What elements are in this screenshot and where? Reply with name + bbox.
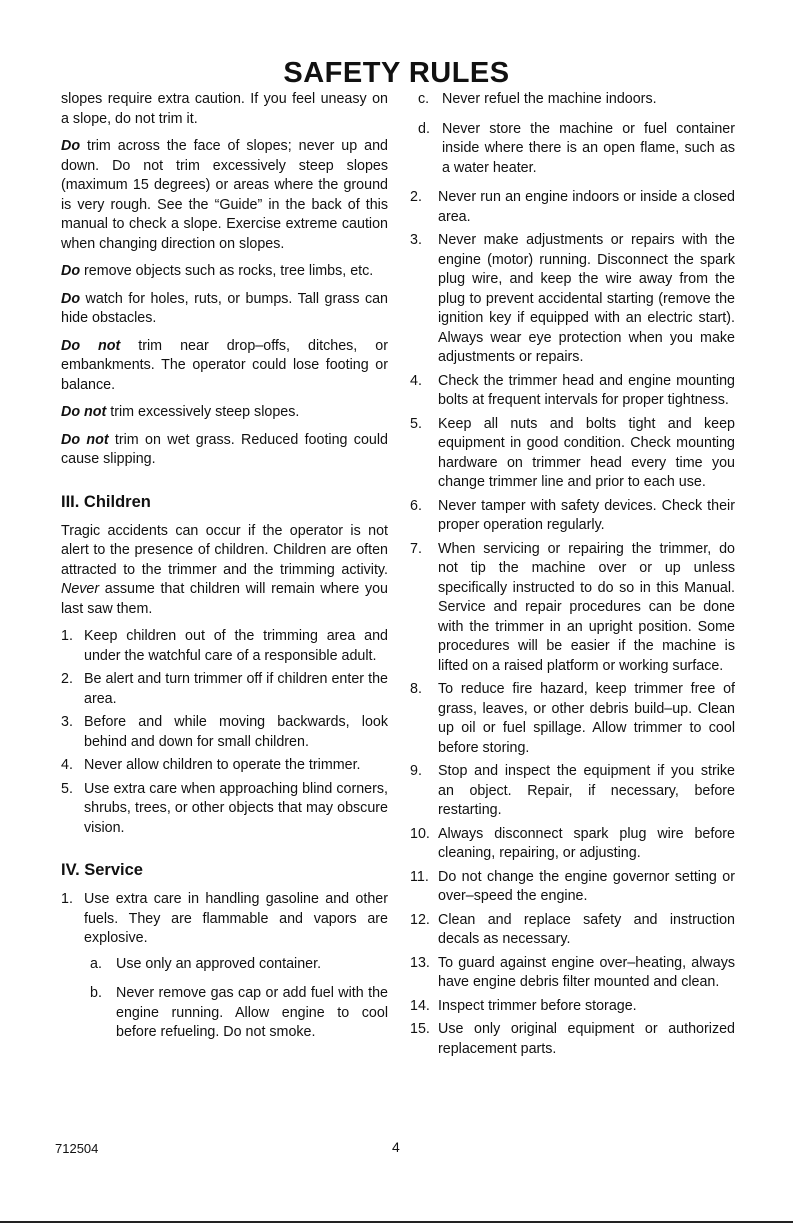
list-item [410,415,735,493]
list-item [61,780,388,839]
sub-item-letter: b. [90,985,102,1001]
right-column [410,90,735,1063]
rule-text: trim near drop–offs, ditches, or embankments. The operator could lose footing or balance. [61,337,388,393]
item-number: 10. [410,825,430,842]
item-text: Clean and replace safety and instruction decals as necessary. [438,911,735,947]
item-text: Never make adjustments or repairs with the engine (motor) running. Disconnect the spark plug wire, and keep the wire away from the plug to prevent accidental starting (remove the ignition key if equipped with an electric start). Always wear eye protection when you make adjustments or repairs. [438,232,735,365]
item-text: Always disconnect spark plug wire before cleaning, repairing, or adjusting. [438,825,735,861]
item-text: Never allow children to operate the trimmer. [84,757,361,773]
item-text: Stop and inspect the equipment if you strike an object. Repair, if necessary, before restarting. [438,763,735,818]
item-text: Use only original equipment or authorized replacement parts. [438,1021,735,1057]
rule-text: watch for holes, ruts, or bumps. Tall grass can hide obstacles. [61,290,388,326]
item-number: 5. [410,415,422,432]
page-title: SAFETY RULES [283,57,510,89]
item-number: 8. [410,681,422,697]
item-text: Keep children out of the trimming area and under the watchful care of a responsible adult. [84,628,388,664]
rule-keyword: Do [61,263,81,279]
sub-item [410,120,735,179]
rule-text: remove objects such as rocks, tree limbs, etc. [80,263,374,279]
sub-item-text: Never refuel the machine indoors. [442,91,657,107]
item-number: 4. [61,757,73,773]
list-item [410,497,735,536]
left-column [61,90,388,1053]
rule-keyword: Do not [61,431,109,448]
bottom-rule [0,1221,793,1223]
item-number: 4. [410,372,422,389]
sub-item-letter: d. [418,120,430,137]
item-text: Check the trimmer head and engine mounting bolts at frequent intervals for proper tightness. [438,372,735,408]
item-number: 5. [61,780,73,797]
list-item [410,911,735,950]
rule-trim-across-slopes [61,137,388,254]
item-number: 9. [410,763,422,779]
item-number: 14. [410,997,430,1014]
list-item [410,868,735,907]
children-list [61,627,388,838]
children-intro [61,522,388,620]
rule-text: trim across the face of slopes; never up and down. Do not trim excessively steep slopes (maximum 15 degrees) or areas where the ground is very rough. See the “Guide” in the back of this manual to check a slope. Exercise extreme caution when changing direction on slopes. [61,138,388,252]
rule-keyword: Do [61,138,81,154]
list-item [410,997,735,1017]
item-text: Keep all nuts and bolts tight and keep equipment in good condition. Check mounting hardware on trimmer head every time you change trimmer line and prior to each use. [438,415,735,490]
list-item [61,627,388,666]
sub-item [61,955,388,975]
rule-keyword: Do [61,290,81,307]
service-heading: IV. Service [61,861,143,879]
item-text: To guard against engine over–heating, always have engine debris filter mounted and clean. [438,954,735,990]
sub-item [410,90,735,110]
list-item [61,670,388,709]
list-item [61,756,388,776]
item-text: Inspect trimmer before storage. [438,997,637,1014]
intro-text: assume that children will remain where you last saw them. [61,581,388,617]
item-number: 3. [410,232,422,248]
list-item [410,540,735,677]
item-number: 13. [410,954,430,971]
item-number: 12. [410,911,430,928]
list-item [410,825,735,864]
item-number: 6. [410,497,422,514]
rule-keyword: Do not [61,404,107,420]
list-item [410,1020,735,1059]
item-text: Never tamper with safety devices. Check their proper operation regularly. [438,497,735,533]
list-item [410,231,735,368]
item-number: 1. [61,628,73,644]
item-number: 2. [61,671,73,687]
intro-text: Tragic accidents can occur if the operator is not alert to the presence of children. Children are often attracted to the trimmer and the trimming activity. [61,522,388,578]
item-text: Be alert and turn trimmer off if children enter the area. [84,671,388,707]
item-number: 15. [410,1021,430,1037]
service-list-continued [410,188,735,1059]
sub-item-text: Use only an approved container. [116,955,322,972]
list-item [61,890,388,949]
item-text: Before and while moving backwards, look behind and down for small children. [84,714,388,750]
rule-text: trim excessively steep slopes. [106,404,300,420]
rule-drop-offs [61,337,388,396]
list-item [61,713,388,752]
item-text: Use extra care in handling gasoline and other fuels. They are flammable and vapors are explosive. [84,891,388,946]
list-item [410,680,735,758]
item-number: 2. [410,189,422,205]
item-number: 1. [61,891,73,907]
item-text: Never run an engine indoors or inside a closed area. [438,189,735,225]
sub-item-text: Never remove gas cap or add fuel with the engine running. Allow engine to cool before refueling. Do not smoke. [116,985,388,1040]
item-number: 7. [410,540,422,557]
sub-item-letter: c. [418,91,430,107]
item-text: Use extra care when approaching blind corners, shrubs, trees, or other objects that may obscure vision. [84,780,388,836]
list-item [410,762,735,821]
rule-steep-slopes [61,403,388,423]
item-number: 11. [410,868,429,885]
service-list [61,890,388,949]
rule-text: trim on wet grass. Reduced footing could cause slipping. [61,431,388,467]
rule-keyword: Do not [61,337,121,354]
list-item [410,372,735,411]
document-code: 712504 [55,1141,99,1156]
slopes-paragraph: slopes require extra caution. If you feel uneasy on a slope, do not trim it. [61,91,388,127]
rule-watch-holes [61,290,388,329]
intro-emphasis: Never [61,581,100,597]
rule-remove-objects [61,262,388,282]
children-heading: III. Children [61,492,151,511]
page-number: 4 [392,1139,400,1155]
item-text: Do not change the engine governor setting or over–speed the engine. [438,868,735,904]
sub-item-letter: a. [90,955,102,972]
item-text: To reduce fire hazard, keep trimmer free of grass, leaves, or other debris build–up. Clean up oil or fuel spillage. Allow trimmer to cool before storing. [438,681,735,756]
sub-item-text: Never store the machine or fuel container inside where there is an open flame, such as a water heater. [442,120,735,176]
rule-wet-grass [61,431,388,470]
list-item [410,954,735,993]
list-item [410,188,735,227]
sub-item [61,984,388,1043]
item-text: When servicing or repairing the trimmer, do not tip the machine over or up unless specifically instructed to do so in this Manual. Service and repair procedures can be done with the trimmer in an upright position. Some procedures will be easier if the machine is lifted on a raised platform or working surface. [438,540,735,674]
item-number: 3. [61,714,73,730]
